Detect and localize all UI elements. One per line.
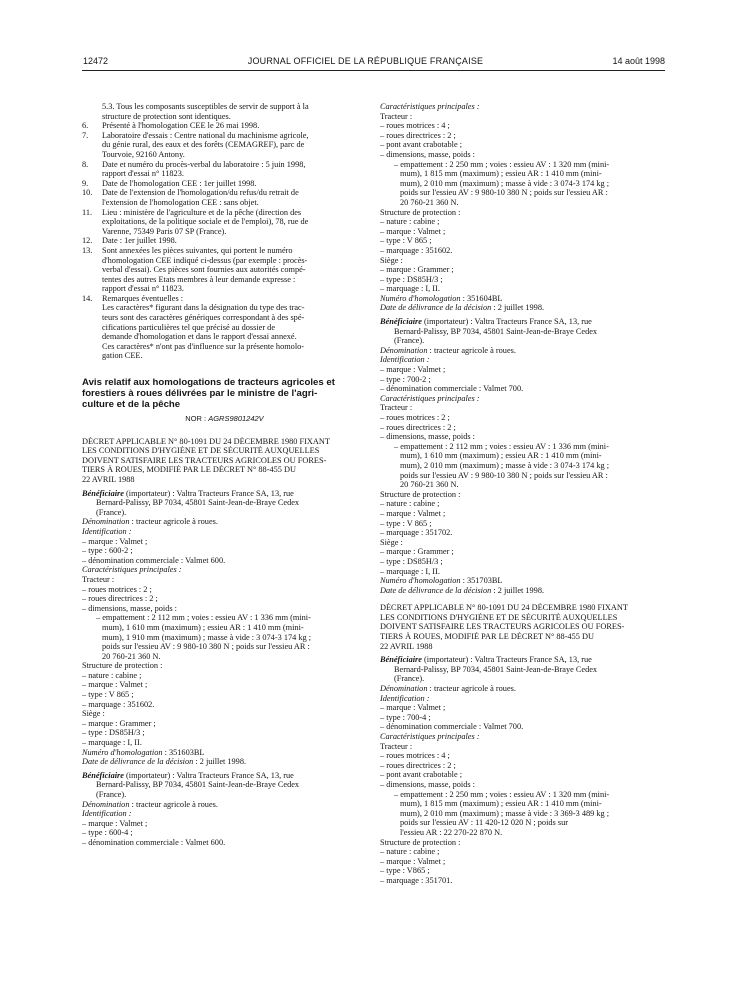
item-number: 8. — [82, 159, 89, 169]
siege-label: Siège : — [82, 709, 105, 719]
text-line: Remarques éventuelles : — [102, 293, 184, 303]
ident-line: – marque : Valmet ; — [82, 536, 148, 546]
remarks-line: cifications particulières tel que précisé au dossier de — [102, 322, 276, 332]
issue-date: 14 août 1998 — [612, 56, 665, 66]
ident-line: – marque : Valmet ; — [82, 818, 148, 828]
structure-label: Structure de protection : — [380, 837, 461, 847]
siege-line: – marquage : I, II. — [380, 566, 440, 576]
structure-line: – marque : Valmet ; — [82, 680, 148, 690]
date-delivrance-label: Date de délivrance de la décision — [380, 585, 492, 595]
decret-line: DOIVENT SATISFAIRE LES TRACTEURS AGRICOLES OU FORES- — [380, 622, 625, 632]
numero-homologation-label: Numéro d'homologation — [380, 576, 461, 586]
tracteur-line: – roues motrices : 2 ; — [380, 413, 450, 422]
beneficiaire-value: (importateur) : Valtra Tracteurs France SA, 13, rue — [123, 770, 294, 780]
denomination-value: : tracteur agricole à roues. — [129, 517, 218, 527]
identification-label: Identification : — [380, 693, 430, 703]
text-line: Date de l'extension de l'homologation/du refus/du retrait de — [102, 188, 299, 198]
spacer — [82, 429, 367, 437]
nor-label: NOR : — [185, 414, 209, 424]
empattement-line: mum), 2 010 mm (maximum) ; masse à vide : 3 074-3 174 kg ; — [400, 460, 610, 470]
item-number: 10. — [82, 188, 93, 198]
structure-line: – type : V 865 ; — [82, 690, 134, 700]
beneficiaire-line: Bernard-Palissy, BP 7034, 45801 Saint-Jean-de-Braye Cedex — [394, 664, 598, 674]
caracteristiques-label: Caractéristiques principales : — [380, 102, 480, 111]
numbered-item — [82, 179, 367, 189]
date-delivrance — [380, 586, 665, 596]
empattement-line: poids sur l'essieu AV : 9 980-10 380 N ; poids sur l'essieu AR : — [400, 188, 608, 198]
siege-line: – marque : Grammer ; — [380, 265, 454, 275]
page-header — [0, 56, 731, 70]
text-line: Tourvoie, 92160 Antony. — [102, 149, 185, 159]
numbered-item — [82, 121, 367, 131]
item-text — [102, 188, 299, 207]
siege-label: Siège : — [380, 255, 403, 265]
identification — [380, 694, 665, 704]
numbered-item — [82, 246, 367, 294]
numbered-item — [82, 208, 367, 237]
empattement-line: mum), 2 010 mm (maximum) ; masse à vide : 3 369-3 489 kg ; — [400, 808, 610, 818]
right-column — [380, 102, 665, 886]
item-text — [102, 294, 183, 304]
structure-line: – marque : Valmet ; — [380, 226, 446, 236]
remarks-line: Les caractères* figurant dans la désignation du type des trac- — [102, 303, 305, 313]
beneficiaire-line: Bernard-Palissy, BP 7034, 45801 Saint-Jean-de-Braye Cedex — [96, 498, 300, 508]
denomination-label: Dénomination — [82, 799, 130, 809]
numero-homologation-value: : 351603BL — [162, 747, 205, 757]
siege-label: Siège : — [380, 537, 403, 547]
beneficiaire — [82, 489, 367, 499]
caracteristiques — [82, 565, 367, 575]
tracteur-line: – dimensions, masse, poids : — [380, 779, 475, 789]
denomination-value: : tracteur agricole à roues. — [427, 684, 516, 694]
numbered-item — [82, 188, 367, 207]
remarks-block — [82, 303, 367, 361]
beneficiaire — [82, 771, 367, 781]
text-line: Lieu : ministère de l'agriculture et de la pêche (direction des — [102, 207, 302, 217]
numbered-item — [82, 131, 367, 160]
empattement-line: – empattement : 2 112 mm ; voies : essieu AV : 1 336 mm (mini- — [394, 441, 609, 451]
caracteristiques — [380, 102, 665, 112]
ident-line: – dénomination commerciale : Valmet 700. — [380, 384, 524, 394]
numero-homologation — [380, 576, 665, 586]
text-line: Varenne, 75349 Paris 07 SP (France). — [102, 226, 227, 236]
item-number: 7. — [82, 130, 89, 140]
empattement-line: 20 760-21 360 N. — [400, 197, 459, 207]
text-line: tentes des autres Etats membres à leur demande expresse : — [102, 274, 296, 284]
text-line: Date et numéro du procès-verbal du laboratoire : 5 juin 1998, — [102, 159, 306, 169]
siege-line: – marquage : I, II. — [380, 284, 440, 294]
journal-title: JOURNAL OFFICIEL DE LA RÉPUBLIQUE FRANÇAISE — [247, 56, 484, 66]
text-line: Date : 1er juillet 1998. — [102, 236, 177, 246]
structure-line: – type : V 865 ; — [380, 236, 432, 246]
item-text — [102, 236, 177, 246]
numero-homologation-value: : 351703BL — [460, 576, 503, 586]
empattement-line: 20 760-21 360 N. — [400, 480, 459, 490]
tracteur-line: – dimensions, masse, poids : — [82, 603, 177, 613]
text-line: exploitations, de la politique sociale et de l'emploi), 78, rue de — [102, 217, 309, 227]
item-number: 14. — [82, 293, 93, 303]
structure-line: – marquage : 351702. — [380, 528, 453, 538]
date-delivrance-value: : 2 juillet 1998. — [193, 757, 247, 767]
beneficiaire-label: Bénéficiaire — [380, 317, 422, 327]
spacer — [380, 595, 665, 603]
tracteur-line: – pont avant crabotable ; — [380, 770, 463, 780]
remarks-line: Ces caractères* n'ont pas d'influence sur la présente homolo- — [102, 341, 305, 351]
structure-line: – marquage : 351602. — [82, 699, 155, 709]
avis-title-line: forestiers à roues délivrées par le ministre de l'agri- — [82, 388, 318, 400]
caracteristiques-label: Caractéristiques principales : — [380, 393, 480, 403]
beneficiaire-label: Bénéficiaire — [82, 770, 124, 780]
structure-line: – nature : cabine ; — [380, 499, 440, 509]
denomination-label: Dénomination — [380, 345, 428, 355]
empattement-line: poids sur l'essieu AV : 11 420-12 020 N ; poids sur — [400, 818, 568, 828]
item-number: 6. — [82, 121, 89, 131]
nor-reference — [82, 414, 367, 424]
siege-line: – marquage : I, II. — [82, 738, 142, 748]
header-rule — [82, 70, 665, 71]
empattement-line: 20 760-21 360 N. — [102, 651, 161, 661]
structure-line: – nature : cabine ; — [380, 847, 440, 857]
decret-line: TIERS À ROUES, MODIFIÉ PAR LE DÉCRET N° 88-455 DU — [380, 632, 594, 642]
siege-line: – type : DS85H/3 ; — [380, 274, 443, 284]
nor-value: AGRS9801242V — [208, 414, 264, 424]
siege-line: – marque : Grammer ; — [82, 718, 156, 728]
tracteur-label: Tracteur : — [82, 574, 115, 584]
decret-line: DÉCRET APPLICABLE N° 80-1091 DU 24 DÉCEMBRE 1980 FIXANT — [82, 436, 330, 446]
date-delivrance-label: Date de délivrance de la décision — [82, 757, 194, 767]
identification-label: Identification : — [82, 809, 132, 819]
identification — [82, 809, 367, 819]
decret-line: LES CONDITIONS D'HYGIÈNE ET DE SÉCURITÉ AUXQUELLES — [82, 446, 320, 456]
ident-line: – dénomination commerciale : Valmet 600. — [82, 837, 226, 847]
beneficiaire-value: (importateur) : Valtra Tracteurs France SA, 13, rue — [421, 655, 592, 665]
denomination-value: : tracteur agricole à roues. — [129, 799, 218, 809]
item-text — [102, 160, 305, 179]
structure-line: – nature : cabine ; — [82, 670, 142, 680]
denomination — [380, 684, 665, 694]
structure-line: – marquage : 351602. — [380, 245, 453, 255]
structure-line: – type : V 865 ; — [380, 518, 432, 528]
denomination — [82, 800, 367, 810]
empattement-line: mum), 1 815 mm (maximum) ; essieu AR : 1 410 mm (mini- — [400, 799, 602, 809]
tracteur-line: – roues directrices : 2 ; — [380, 760, 456, 770]
numero-homologation-label: Numéro d'homologation — [82, 747, 163, 757]
denomination-label: Dénomination — [82, 517, 130, 527]
structure-line: – marque : Valmet ; — [380, 508, 446, 518]
decret-line: TIERS À ROUES, MODIFIÉ PAR LE DÉCRET N° 88-455 DU — [82, 465, 296, 475]
structure-label: Structure de protection : — [380, 207, 461, 217]
page-number: 12472 — [83, 56, 109, 66]
beneficiaire-line: (France). — [96, 507, 127, 517]
date-delivrance — [380, 303, 665, 313]
caracteristiques-label: Caractéristiques principales : — [82, 565, 182, 575]
siege-line: – type : DS85H/3 ; — [82, 728, 145, 738]
text-line: Date de l'homologation CEE : 1er juillet 1998. — [102, 178, 257, 188]
item-text — [102, 131, 309, 160]
tracteur-line: – roues directrices : 2 ; — [380, 130, 456, 140]
avis-title-line: Avis relatif aux homologations de tracteurs agricoles et — [82, 377, 335, 389]
empattement-line: poids sur l'essieu AV : 9 980-10 380 N ; poids sur l'essieu AR : — [102, 642, 310, 652]
empattement-line: mum), 1 610 mm (maximum) ; essieu AR : 1 410 mm (mini- — [400, 451, 602, 461]
denomination-value: : tracteur agricole à roues. — [427, 345, 516, 355]
tracteur-line: – pont avant crabotable ; — [380, 140, 463, 150]
empattement-line: mum), 1 610 mm (maximum) ; essieu AR : 1 410 mm (mini- — [102, 622, 304, 632]
item-text — [102, 179, 257, 189]
caracteristiques — [380, 732, 665, 742]
text-line: rapport d'essai n° 11823. — [102, 169, 184, 179]
remarks-line: gation CEE. — [102, 351, 143, 361]
denomination-label: Dénomination — [380, 684, 428, 694]
decret-line: LES CONDITIONS D'HYGIÈNE ET DE SÉCURITÉ AUXQUELLES — [380, 612, 618, 622]
ident-line: – marque : Valmet ; — [380, 365, 446, 375]
spacer — [82, 361, 367, 373]
identification — [380, 355, 665, 365]
text-line: rapport d'essai n° 11823. — [102, 284, 184, 294]
tracteur-line: – dimensions, masse, poids : — [380, 149, 475, 159]
identification-label: Identification : — [82, 526, 132, 536]
structure-line: – nature : cabine ; — [380, 217, 440, 227]
text-line: Présenté à l'homologation CEE le 26 mai 1998. — [102, 121, 260, 131]
item-text — [102, 246, 307, 294]
structure-line: – marque : Valmet ; — [380, 856, 446, 866]
ident-line: – type : 600-4 ; — [82, 828, 133, 838]
beneficiaire-label: Bénéficiaire — [82, 488, 124, 498]
tracteur-label: Tracteur : — [380, 741, 413, 751]
remarks-line: demande d'homologation et dans le rapport d'essai annexé. — [102, 332, 297, 342]
item-text — [102, 208, 308, 237]
left-column — [82, 102, 367, 848]
ident-line: – dénomination commerciale : Valmet 700. — [380, 722, 524, 732]
beneficiaire-value: (importateur) : Valtra Tracteurs France SA, 13, rue — [123, 488, 294, 498]
empattement-line: mum), 1 910 mm (maximum) ; masse à vide : 3 074-3 174 kg ; — [102, 632, 312, 642]
ident-line: – dénomination commerciale : Valmet 600. — [82, 555, 226, 565]
beneficiaire-line: (France). — [96, 790, 127, 799]
tracteur-label: Tracteur : — [380, 403, 413, 413]
identification — [82, 527, 367, 537]
beneficiaire-value: (importateur) : Valtra Tracteurs France SA, 13, rue — [421, 317, 592, 327]
numbered-item — [82, 294, 367, 304]
decret-line: 22 AVRIL 1988 — [82, 475, 135, 484]
beneficiaire-line: (France). — [394, 336, 425, 346]
tracteur-line: – roues motrices : 4 ; — [380, 121, 450, 131]
item-text — [102, 121, 259, 131]
numero-homologation-value: : 351604BL — [460, 293, 503, 303]
structure-line: – marquage : 351701. — [380, 875, 453, 885]
beneficiaire — [380, 655, 665, 665]
text-line: Sont annexées les pièces suivantes, qui portent le numéro — [102, 245, 293, 255]
numbered-item — [82, 160, 367, 179]
beneficiaire-line: Bernard-Palissy, BP 7034, 45801 Saint-Jean-de-Braye Cedex — [394, 326, 598, 336]
siege-line: – type : DS85H/3 ; — [380, 556, 443, 566]
date-delivrance-value: : 2 juillet 1998. — [491, 303, 545, 313]
avis-title — [82, 377, 367, 410]
text-line: structure de protection sont identiques. — [102, 111, 231, 121]
text-line: verbal d'essai). Ces pièces sont fournies aux autorités compé- — [102, 265, 306, 275]
numero-homologation — [82, 748, 367, 758]
tracteur-line: – roues directrices : 2 ; — [82, 594, 158, 604]
empattement-line: mum), 1 815 mm (maximum) ; essieu AR : 1 410 mm (mini- — [400, 169, 602, 179]
decret-line: DÉCRET APPLICABLE N° 80-1091 DU 24 DÉCEMBRE 1980 FIXANT — [380, 603, 628, 613]
beneficiaire-line: (France). — [394, 674, 425, 684]
empattement-line: poids sur l'essieu AV : 9 980-10 380 N ; poids sur l'essieu AR : — [400, 470, 608, 480]
item-number: 11. — [82, 207, 93, 217]
numbered-item — [82, 236, 367, 246]
date-delivrance-label: Date de délivrance de la décision — [380, 303, 492, 313]
beneficiaire — [380, 317, 665, 327]
ident-line: – type : 600-2 ; — [82, 546, 133, 556]
decret-line: 22 AVRIL 1988 — [380, 641, 433, 651]
tracteur-line: – roues motrices : 4 ; — [380, 751, 450, 761]
date-delivrance — [82, 757, 367, 767]
ident-line: – marque : Valmet ; — [380, 703, 446, 713]
text-line: Laboratoire d'essais : Centre national du machinisme agricole, — [102, 130, 309, 140]
empattement-line: l'essieu AR : 22 270-22 870 N. — [400, 827, 503, 837]
denomination — [82, 517, 367, 527]
denomination — [380, 346, 665, 356]
caracteristiques — [380, 394, 665, 404]
text-line: du génie rural, des eaux et des forêts (CEMAGREF), parc de — [102, 140, 305, 150]
item-number: 12. — [82, 236, 93, 246]
beneficiaire-label: Bénéficiaire — [380, 655, 422, 665]
decret-line: DOIVENT SATISFAIRE LES TRACTEURS AGRICOLES OU FORES- — [82, 455, 327, 465]
remarks-line: teurs sont des caractères génériques correspondant à des spé- — [102, 313, 305, 323]
empattement-line: – empattement : 2 112 mm ; voies : essieu AV : 1 336 mm (mini- — [96, 613, 311, 623]
date-delivrance-value: : 2 juillet 1998. — [491, 585, 545, 595]
text-line: 5.3. Tous les composants susceptibles de servir de support à la — [102, 102, 309, 111]
ident-line: – type : 700-2 ; — [380, 374, 431, 384]
structure-line: – type : V865 ; — [380, 866, 430, 876]
tracteur-line: – roues directrices : 2 ; — [380, 422, 456, 432]
tracteur-line: – roues motrices : 2 ; — [82, 584, 152, 594]
item-number: 9. — [82, 178, 89, 188]
structure-label: Structure de protection : — [380, 489, 461, 499]
tracteur-line: – dimensions, masse, poids : — [380, 432, 475, 442]
text-line: d'homologation CEE indiqué ci-dessus (par exemple : procès- — [102, 255, 308, 265]
empattement-line: – empattement : 2 250 mm ; voies : essieu AV : 1 320 mm (mini- — [394, 159, 610, 169]
text-line: l'extension de l'homologation CEE : sans objet. — [102, 197, 259, 207]
item-text — [102, 102, 309, 121]
empattement-line: mum), 2 010 mm (maximum) ; masse à vide : 3 074-3 174 kg ; — [400, 178, 610, 188]
siege-line: – marque : Grammer ; — [380, 547, 454, 557]
caracteristiques-label: Caractéristiques principales : — [380, 732, 480, 741]
empattement-line: – empattement : 2 250 mm ; voies : essieu AV : 1 320 mm (mini- — [394, 789, 610, 799]
identification-label: Identification : — [380, 355, 430, 365]
avis-title-line: culture et de la pêche — [82, 399, 181, 411]
tracteur-label: Tracteur : — [380, 111, 413, 121]
numero-homologation-label: Numéro d'homologation — [380, 293, 461, 303]
structure-label: Structure de protection : — [82, 661, 163, 671]
beneficiaire-line: Bernard-Palissy, BP 7034, 45801 Saint-Jean-de-Braye Cedex — [96, 780, 300, 790]
item-number: 13. — [82, 245, 93, 255]
numbered-item — [82, 102, 367, 121]
numero-homologation — [380, 294, 665, 304]
ident-line: – type : 700-4 ; — [380, 712, 431, 722]
